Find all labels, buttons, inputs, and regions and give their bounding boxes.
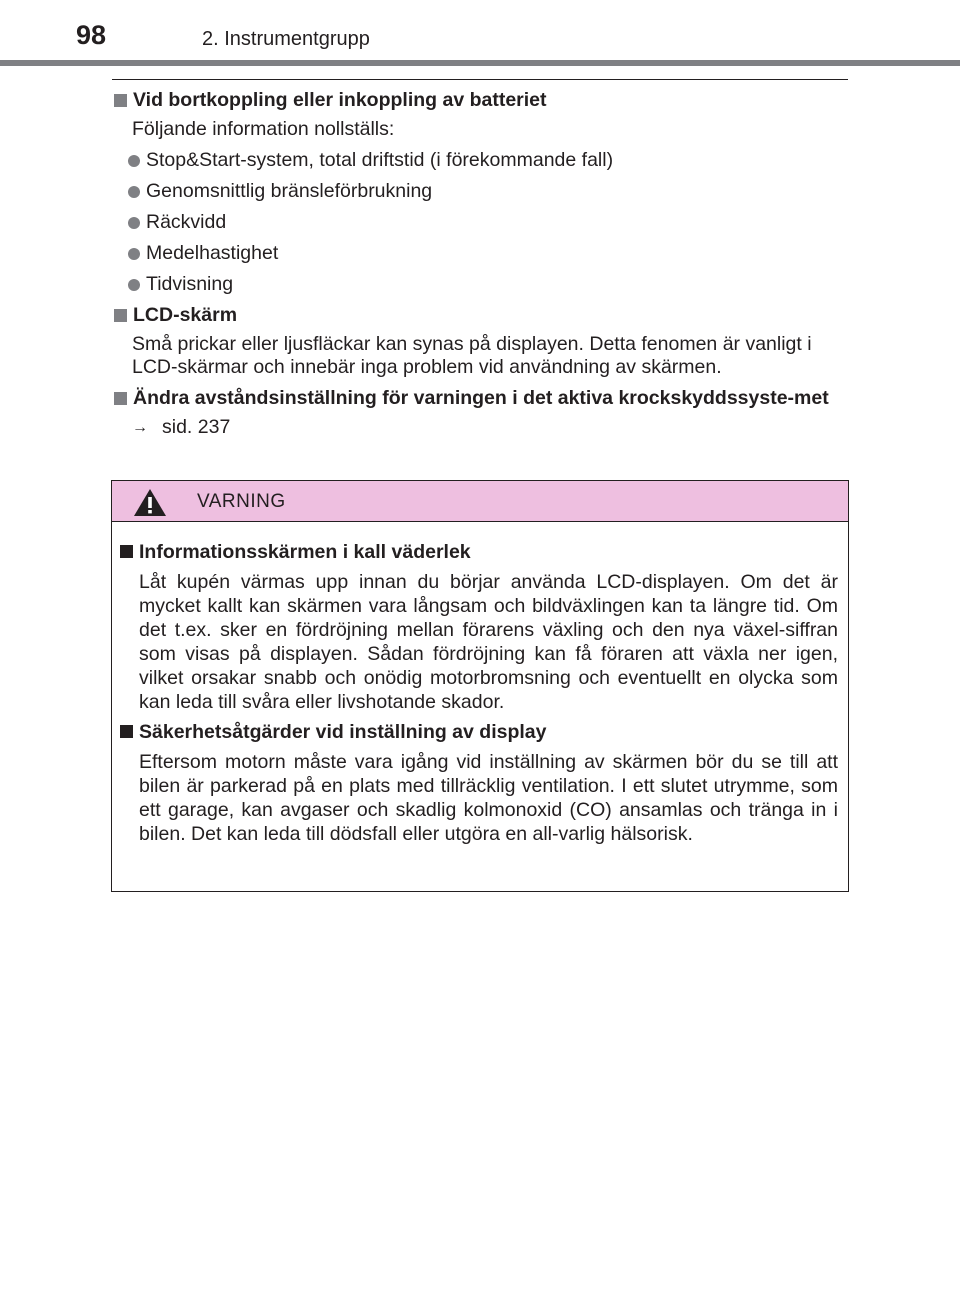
chapter-title: 2. Instrumentgrupp (202, 28, 370, 50)
section-heading-text: Vid bortkoppling eller inkoppling av batteriet (133, 89, 547, 111)
list-item-text: Medelhastighet (146, 242, 279, 264)
list-item-text: Räckvidd (146, 211, 227, 233)
warning-box (111, 480, 849, 892)
lcd-text: Små prickar eller ljusfläckar kan synas på displayen. Detta fenomen är vanligt i LCD-skärmar och innebär inga problem vid användning av skärmen. (132, 333, 812, 378)
list-item (112, 211, 848, 234)
battery-intro: Följande information nollställs: (132, 118, 395, 140)
header-rule (0, 60, 960, 66)
list-item (112, 149, 848, 172)
warning-item-text: Låt kupén värmas upp innan du börjar använda LCD-displayen. Om det är mycket kallt kan skärmen vara långsam och bildväxlingen kan ta längre tid. Om det t.ex. sker en fördröjning mellan förarens växling och den nya växel-siffran som visas på displayen. Sådan fördröjning kan få föraren att växla ner igen, vilket orsakar snabb och onödig motorbromsning och eventuellt en olycka som kan leda till svåra eller livshotande skador. (139, 571, 838, 713)
gray-square-icon (114, 392, 127, 405)
page-reference (112, 416, 848, 439)
list-item-text: Genomsnittlig bränsleförbrukning (146, 180, 433, 202)
content-top-rule (112, 79, 848, 80)
list-item-text: Stop&Start-system, total driftstid (i förekommande fall) (146, 149, 614, 171)
list-item (112, 242, 848, 265)
list-item (112, 180, 848, 203)
warning-title: VARNING (197, 491, 286, 512)
gray-square-icon (114, 309, 127, 322)
warning-item-heading (118, 720, 838, 744)
list-item (112, 273, 848, 296)
section-heading-lcd (112, 304, 848, 327)
warning-content (112, 522, 848, 846)
warning-header (112, 481, 848, 522)
list-item-text: Tidvisning (146, 273, 234, 295)
bullet-dot-icon (128, 217, 140, 229)
bullet-dot-icon (128, 186, 140, 198)
black-square-icon (120, 725, 133, 738)
section-heading-distance (112, 387, 848, 410)
bullet-dot-icon (128, 155, 140, 167)
section-heading-battery (112, 89, 848, 112)
main-content (112, 89, 848, 439)
warning-triangle-icon (132, 487, 168, 523)
section-heading-text: LCD-skärm (133, 304, 238, 326)
warning-item-heading (118, 540, 838, 564)
gray-square-icon (114, 94, 127, 107)
warning-item-heading-text: Säkerhetsåtgärder vid inställning av display (139, 721, 547, 743)
section-heading-text: Ändra avståndsinställning för varningen i det aktiva krockskyddssyste-met (133, 387, 829, 409)
bullet-dot-icon (128, 279, 140, 291)
black-square-icon (120, 545, 133, 558)
reference-link[interactable]: sid. 237 (162, 416, 231, 438)
page-number: 98 (76, 20, 107, 50)
page-header (0, 0, 960, 70)
bullet-dot-icon (128, 248, 140, 260)
warning-item-text: Eftersom motorn måste vara igång vid inställning av skärmen bör du se till att bilen är parkerad på en plats med tillräcklig ventilation. I ett slutet utrymme, som ett garage, kan avgaser och skadlig kolmonoxid (CO) ansamlas och tränga in i bilen. Det kan leda till dödsfall eller utgöra en all-varlig hälsorisk. (139, 751, 838, 845)
arrow-right-icon: → (132, 419, 148, 436)
warning-item-heading-text: Informationsskärmen i kall väderlek (139, 541, 471, 563)
